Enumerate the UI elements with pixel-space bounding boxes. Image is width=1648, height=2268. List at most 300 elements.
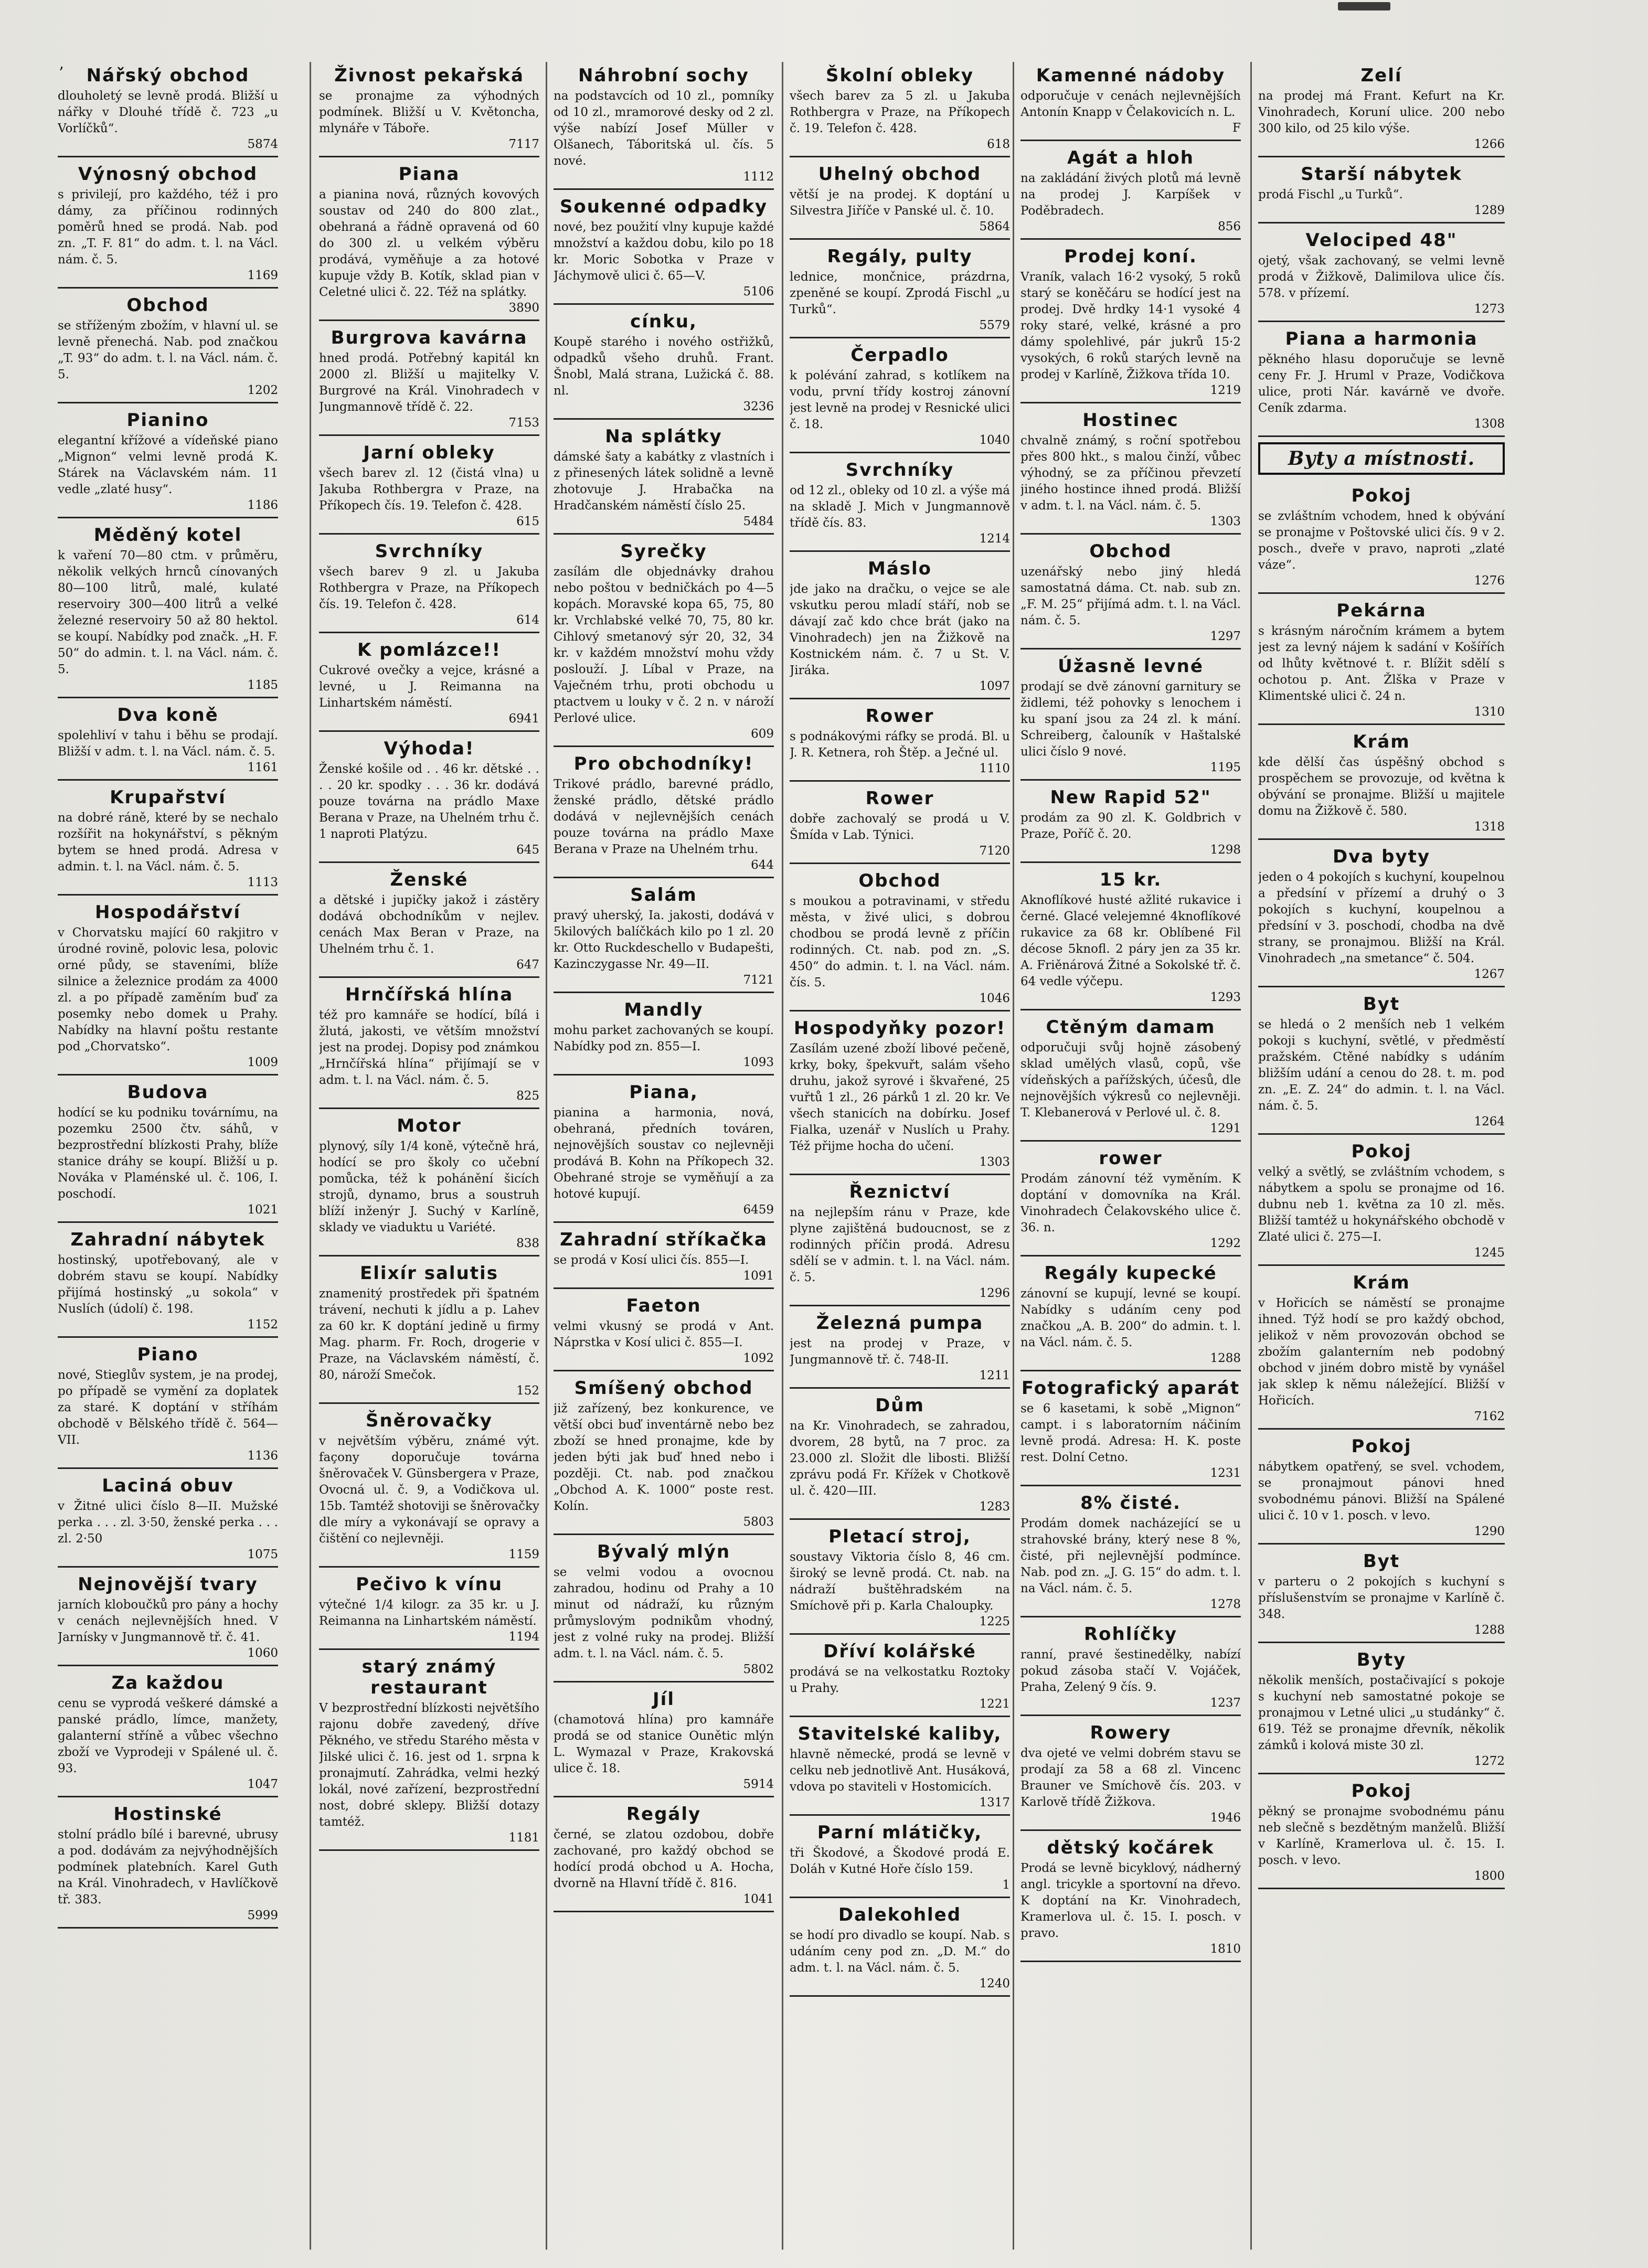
ad-text: prodají se dvě zánovní garnitury se židlemi, též pohovky s lenochem i ku spaní jsou za 24 zl. k mání. Schreiberg, čalouník v Haštalské ulici číslo 9 nové. (1020, 680, 1241, 759)
ad-headline: Byty (1356, 1649, 1407, 1670)
section-header-box: Byty a místnosti. (1258, 442, 1505, 475)
ad-number: 1297 (1210, 630, 1241, 643)
classified-ad (790, 1901, 1010, 1997)
classified-ad (554, 1538, 774, 1683)
ad-number: 7162 (1474, 1410, 1505, 1423)
ad-text: na podstavcích od 10 zl., pomníky od 10 zl., mramorové desky od 2 zl. výše nabízí Josef Müller v Olšanech, Táboritská ul. čís. 5 nové. (554, 89, 774, 168)
classified-ad (1020, 784, 1241, 863)
ad-text: Prodá se levně bicyklový, nádherný angl. tricykle a sportovní na dřevo. K doptání na Kr. Vinohradech, Kramerlova ul. č. 15. I. posch. v pravo. (1020, 1861, 1241, 1940)
classified-ad (554, 423, 774, 535)
classified-ad (58, 1226, 278, 1338)
ad-text: prodá Fischl „u Turků“. (1258, 188, 1403, 201)
ad-headline: Prodej koní. (1064, 246, 1197, 267)
ad-number: 1113 (247, 876, 278, 889)
classified-ad (790, 1178, 1010, 1306)
classified-ad (790, 785, 1010, 864)
ad-headline: Elixír salutis (360, 1263, 498, 1284)
classified-ad (1258, 728, 1505, 840)
ad-headline: Syrečky (620, 541, 707, 562)
ad-number: 1310 (1474, 705, 1505, 719)
printing-mark (1338, 2, 1390, 10)
classified-ad (1258, 161, 1505, 223)
ad-headline: Krám (1353, 731, 1410, 752)
ad-headline: Hostinec (1082, 410, 1179, 431)
column-rule (782, 62, 783, 2250)
ad-text: velký a světlý, se zvláštním vchodem, s nábytkem a spolu se pronajme od 16. dubnu neb 1. května za 10 zl. měs. Bližší tamtéž u hokynářského obchodě v Zlaté ulici č. 275—I. (1258, 1165, 1505, 1244)
ad-number: 825 (516, 1089, 539, 1103)
ad-text: ojetý, však zachovaný, se velmi levně prodá v Žižkově, Dalimilova ulice čís. 578. v přízemí. (1258, 254, 1505, 300)
ad-number: 5802 (743, 1663, 774, 1676)
ad-headline: Piana, (629, 1082, 698, 1103)
column-rule (546, 62, 547, 2250)
column-6 (1258, 62, 1505, 2250)
classified-ad (58, 1571, 278, 1666)
ad-text: hlavně německé, prodá se levně v celku neb jednotlivě Ant. Husáková, vdova po staviteli v Hostomicích. (790, 1748, 1010, 1794)
ad-text: od 12 zl., obleky od 10 zl. a výše má na skladě J. Mich v Jungmannově třídě čís. 83. (790, 484, 1010, 530)
classified-ad (790, 555, 1010, 699)
ad-headline: Pokoj (1351, 1436, 1412, 1457)
classified-ad (1258, 597, 1505, 725)
ad-number: 1237 (1210, 1696, 1241, 1710)
ad-number: 1219 (1210, 384, 1241, 397)
classified-ad (1258, 1269, 1505, 1430)
classified-ad (790, 342, 1010, 453)
ad-number: 1214 (979, 532, 1010, 546)
ad-text: se hodí pro divadlo se koupí. Nab. s udáním ceny pod zn. „D. M.“ do adm. t. l. na Václ. nám. č. 5. (790, 1929, 1010, 1975)
column-5 (1020, 62, 1241, 2250)
ad-headline: Byt (1363, 1551, 1400, 1572)
ad-headline: Hrnčířská hlína (345, 984, 514, 1005)
ad-number: 1009 (247, 1056, 278, 1069)
ad-text: již zařízený, bez konkurence, ve větší obci buď inventárně nebo bez zboží se hned pronajme, kde by jeden býti jak buď hned nebo i později. Ct. nab. pod značkou „Obchod A. K. 1000“ poste rest. Kolín. (554, 1402, 774, 1513)
ad-number: 1040 (979, 433, 1010, 447)
classified-ad (58, 161, 278, 289)
ad-headline: Parní mlátičky, (817, 1822, 983, 1843)
classified-ad (1020, 1014, 1241, 1142)
classified-ad (790, 1309, 1010, 1389)
ad-number: 1810 (1210, 1942, 1241, 1956)
classified-ad (1258, 1433, 1505, 1545)
ad-text: soustavy Viktoria číslo 8, 46 cm. široký se levně prodá. Ct. nab. na nádraží buštěhradském na Smíchově při p. Karla Chaloupky. (790, 1550, 1010, 1613)
ad-number: 1278 (1210, 1598, 1241, 1611)
classified-ad (319, 62, 539, 157)
ad-headline: Burgrova kavárna (331, 327, 528, 348)
ad-headline: Dříví kolářské (823, 1641, 976, 1662)
classified-ad (1020, 1489, 1241, 1617)
classified-ad (554, 750, 774, 878)
ad-headline: Ctěným damam (1046, 1017, 1216, 1038)
ad-number: 1296 (979, 1286, 1010, 1300)
ad-headline: Regály, pulty (827, 246, 973, 267)
column-rule (310, 62, 311, 2250)
ad-headline: Jíl (653, 1689, 675, 1710)
classified-ad (554, 1375, 774, 1535)
ad-text: velmi vkusný se prodá v Ant. Náprstka v Kosí ulici č. 855—I. (554, 1319, 774, 1349)
ad-text: znamenitý prostředek při špatném trávení, nechuti k jídlu a p. Lahev za 60 kr. K doptání jedině u firmy Mag. pharm. Fr. Roch, drogerie v Praze, na Václavském náměstí, č. 80, nároží Smečok. (319, 1287, 539, 1382)
classified-ad (58, 1669, 278, 1797)
classified-ad (1020, 1621, 1241, 1716)
ad-headline: Hospodyňky pozor! (793, 1018, 1006, 1039)
classified-ad (58, 1079, 278, 1223)
classified-ad (1020, 866, 1241, 1010)
ad-headline: Soukenné odpadky (559, 196, 768, 217)
ad-text: dva ojeté ve velmi dobrém stavu se prodají za 58 a 68 zl. Vincenc Brauner ve Smíchově čís. 203. v Karlově třídě Žižkova. (1020, 1747, 1241, 1809)
ad-number: 1 (1002, 1878, 1010, 1892)
classified-ad (1258, 1777, 1505, 1889)
ad-number: 1245 (1474, 1246, 1505, 1260)
ad-text: se hledá o 2 menších neb 1 velkém pokoji s kuchyní, světlé, v předměstí pražském. Ctěné nabídky s udáním bližším udání a cenou do 28. t. m. pod zn. „E. Z. 24“ do admin. t. l. na Václ. nám. č. 5. (1258, 1018, 1505, 1113)
classified-ad (1020, 1375, 1241, 1486)
classified-ad (790, 1392, 1010, 1520)
ad-number: 7153 (508, 416, 539, 430)
classified-ad (319, 439, 539, 535)
ad-text: několik menších, postačivající s pokoje s kuchyní neb samostatné pokoje se pronajmou v Letné ulici „u studánky“ č. 619. Též se pronajme dřevník, několik zámků i kolová miste 30 zl. (1258, 1674, 1505, 1752)
ad-number: 1273 (1474, 302, 1505, 316)
ad-headline: Regály (626, 1804, 701, 1825)
ad-headline: Starší nábytek (1301, 164, 1462, 185)
ad-number: 1046 (979, 992, 1010, 1005)
ad-text: k polévání zahrad, s kotlíkem na vodu, první třídy kostroj zánovní jest levně na prodej v Resnické ulici č. 18. (790, 369, 1010, 431)
ad-headline: Zahradní nábytek (70, 1229, 265, 1250)
ad-number: 1194 (508, 1630, 539, 1644)
ad-number: 1303 (979, 1155, 1010, 1169)
ad-text: prodává se na velkostatku Roztoky u Prahy. (790, 1665, 1010, 1695)
ad-number: 1288 (1210, 1351, 1241, 1365)
ad-text: v Žitné ulici číslo 8—II. Mužské perka . . . zl. 3·50, ženské perka . . . zl. 2·50 (58, 1499, 278, 1546)
ad-headline: Regály kupecké (1044, 1263, 1217, 1284)
column-2 (319, 62, 539, 2250)
ad-number: 152 (516, 1384, 539, 1398)
ad-headline: 8% čisté. (1080, 1493, 1181, 1514)
ad-text: jarních kloboučků pro pány a hochy v cenách nejlevnějších hned. V Jarnísky v Jungmannově tř. č. 41. (58, 1598, 278, 1644)
ad-headline: Obchod (1089, 541, 1172, 562)
classified-ad (1258, 62, 1505, 157)
classified-ad (1020, 653, 1241, 781)
classified-ad (1020, 407, 1241, 535)
ad-number: 1136 (247, 1449, 278, 1463)
classified-ad (1258, 482, 1505, 594)
ad-text: a dětské i jupičky jakož i zástěry dodává obchodníkům v nejlev. cenách Max Beran v Praze, na Uhelném trhu č. 1. (319, 893, 539, 956)
classified-ad (58, 1341, 278, 1469)
ad-headline: Fotografický aparát (1021, 1378, 1240, 1399)
ad-text: jest na prodej v Praze, v Jungmannově tř. č. 748-II. (790, 1337, 1010, 1367)
classified-ad (1020, 243, 1241, 403)
ad-text: Zasílám uzené zboží libové pečeně, krky, boky, špekvuřt, salám všeho druhu, jakož syrové i škvařené, 25 vuřtů 1 zl., 26 párků 1 zl. 20 kr. Ve všech stanicích na dobírku. Josef Fialka, uzenář v Nuslích u Prahy. Též přijme hocha do učení. (790, 1042, 1010, 1153)
ad-headline: Čerpadlo (850, 345, 949, 366)
ad-text: Ženské košile od . . 46 kr. dětské . . . . 20 kr. spodky . . . 36 kr. dodává pouze továrna na prádlo Maxe Berana v Praze, na Uhelném trhu č. 1 naproti Platýzu. (319, 762, 539, 841)
classified-ad (58, 407, 278, 518)
ad-text: v Chorvatsku mající 60 rakjitro v úrodné rovině, polovic lesa, polovic orné půdy, se staveními, blíže silnice a železnice prodám za 4000 zl. a po případě zaměním buď za posemky nebo domek u Prahy. Nabídky na hlavní poštu restante pod „Chorvatsko“. (58, 926, 278, 1053)
ad-number: 1047 (247, 1777, 278, 1791)
classified-ad (1258, 325, 1505, 437)
ad-number: 1946 (1210, 1811, 1241, 1825)
classified-ad (790, 1015, 1010, 1175)
ad-headline: Stavitelské kaliby, (798, 1723, 1002, 1744)
ad-number: 5914 (743, 1777, 774, 1791)
ad-text: Cukrové ovečky a vejce, krásné a levné, u J. Reimanna na Linhartském náměstí. (319, 664, 539, 710)
ad-text: dlouholetý se levně prodá. Bližší u nářky v Dlouhé třídě č. 723 „u Vorlíčků“. (58, 89, 278, 135)
ad-text: se prodá v Kosí ulici čís. 855—I. (554, 1253, 749, 1267)
classified-ad (319, 636, 539, 732)
ad-number: 1288 (1474, 1623, 1505, 1637)
ad-headline: Železná pumpa (816, 1313, 984, 1334)
ad-number: 5579 (979, 318, 1010, 332)
ad-number: 1110 (979, 762, 1010, 775)
ad-number: 838 (516, 1237, 539, 1250)
ad-headline: Šněrovačky (366, 1410, 493, 1431)
ad-headline: Za každou (111, 1673, 225, 1694)
classified-ad (1258, 991, 1505, 1135)
ad-text: se pronajme za výhodných podmínek. Bližší u V. Květoncha, mlynáře v Táboře. (319, 89, 539, 135)
ad-number: 3236 (743, 400, 774, 413)
classified-ad (790, 161, 1010, 240)
classified-ad (790, 1638, 1010, 1717)
ad-number: 1221 (979, 1697, 1010, 1711)
ad-text: černé, se zlatou ozdobou, dobře zachované, pro každý obchod se hodící prodá obchod u A. Hocha, dvorně na Hlavní třídě č. 816. (554, 1828, 774, 1890)
ad-number: 1092 (743, 1351, 774, 1365)
ad-number: 1186 (247, 498, 278, 512)
ad-number: 1291 (1210, 1122, 1241, 1135)
ad-headline: K pomlázce!! (357, 640, 501, 661)
ad-headline: Jarní obleky (363, 442, 495, 463)
ad-headline: Na splátky (605, 426, 722, 447)
classified-ad (790, 702, 1010, 782)
ad-text: nábytkem opatřený, se svel. vchodem, se pronajmout pánovi hned svobodnému pánovi. Bližší na Spálené ulici č. 10 v 1. posch. v levo. (1258, 1460, 1505, 1522)
ad-number: 5803 (743, 1515, 774, 1529)
ad-text: dámské šaty a kabátky z vlastních i z přinesených látek solidně a levně zhotovuje J. Hrabačka na Hradčanském náměstí číslo 25. (554, 450, 774, 513)
ad-text: k vaření 70—80 ctm. v průměru, několik velkých hrnců cínovaných 80—100 litrů, malé, kulaté reservoiry 300—400 litrů a velké železné reservoiry 50 až 80 hektol. se koupí. Nabídky pod značk. „H. F. 50“ do admin. t. l. na Václ. nám. č. 5. (58, 549, 278, 676)
classified-ad (319, 161, 539, 321)
ad-number: 7121 (743, 973, 774, 987)
ad-text: mohu parket zachovaných se koupí. Nabídky pod zn. 855—I. (554, 1024, 774, 1053)
classified-ad (58, 701, 278, 781)
ad-number: 1292 (1210, 1237, 1241, 1250)
ad-headline: Živnost pekařská (334, 65, 524, 86)
ad-number: 1169 (247, 269, 278, 282)
classified-ad (554, 538, 774, 747)
ad-headline: Měděný kotel (93, 525, 242, 546)
ad-text: spolehliví v tahu i běhu se prodají. Bližší v adm. t. l. na Václ. nám. č. 5. (58, 729, 278, 759)
ad-headline: Výhoda! (384, 738, 475, 759)
ad-headline: Hospodářství (94, 902, 241, 923)
ad-text: na zakládání živých plotů má levně na prodej J. Karpíšek v Poděbradech. (1020, 172, 1241, 218)
ad-number: 1097 (979, 679, 1010, 693)
ad-headline: Nářský obchod (86, 65, 250, 86)
ad-number: 1075 (247, 1548, 278, 1561)
ad-headline: Náhrobní sochy (578, 65, 749, 86)
ad-number: 1240 (979, 1977, 1010, 1990)
ad-text: pěkný se pronajme svobodnému pánu neb slečně s bezdětným manželů. Bližší v Karlíně, Kramerlova ul. č. 15. I. posch. v levo. (1258, 1805, 1505, 1867)
ad-headline: Rower (865, 788, 934, 809)
ad-text: cenu se vyprodá veškeré dámské a panské prádlo, límce, manžety, galanterní stříně a vůbec všechno zboží ve Vyprodeji v Spálené ul. č. 93. (58, 1697, 278, 1775)
ad-text: prodám za 90 zl. K. Goldbrich v Praze, Poříč č. 20. (1020, 811, 1241, 841)
ad-headline: 15 kr. (1099, 869, 1162, 890)
classified-ad (1020, 62, 1241, 141)
classified-ad (58, 784, 278, 896)
classified-ad (319, 1571, 539, 1650)
ad-number: 6459 (743, 1203, 774, 1217)
ad-headline: Smíšený obchod (574, 1378, 753, 1399)
classified-ad (790, 1523, 1010, 1635)
column-3 (554, 62, 774, 2250)
ad-text: všech barev 9 zl. u Jakuba Rothbergra v Praze, na Příkopech čís. 19. Telefon č. 428. (319, 565, 539, 611)
ad-text: Prodám zánovní též vyměním. K doptání v domovníka na Král. Vinohradech Čelakovského ulice č. 36. n. (1020, 1172, 1241, 1234)
ad-text: odporučuje v cenách nejlevnějších Antonín Knapp v Čelakovicích n. L. (1020, 89, 1241, 119)
classified-ad (319, 981, 539, 1109)
ad-headline: Dalekohled (838, 1904, 962, 1925)
ad-number: 1021 (247, 1203, 278, 1217)
ad-text: se velmi vodou a ovocnou zahradou, hodinu od Prahy a 10 minut od nádraží, ku různým průmyslovým podnikům vhodný, jest z volné ruky na prodej. Bližší adm. t. l. na Václ. nám. č. 5. (554, 1566, 774, 1660)
classified-ad (790, 1720, 1010, 1816)
classified-ad (790, 1819, 1010, 1898)
ad-number: 609 (751, 727, 774, 741)
ad-text: Vraník, valach 16·2 vysoký, 5 roků starý se koněčáru se hodící jest na prodej. Dvě hrdky 14·1 vysoké 4 roky staré, velké, krásné a pro dámy spolehlivé, pár jukrů 15·2 vysokých, 6 roků starých levně na prodej v Karlíně, Žižkova třída 10. (1020, 270, 1241, 381)
ad-number: 1211 (979, 1369, 1010, 1382)
ad-number: 1276 (1474, 574, 1505, 588)
ad-headline: Piano (137, 1344, 199, 1365)
classified-ad (1020, 538, 1241, 649)
ad-text: všech barev za 5 zl. u Jakuba Rothbergra v Praze, na Příkopech č. 19. Telefon č. 428. (790, 89, 1010, 135)
ad-headline: Laciná obuv (102, 1475, 234, 1496)
ad-number: 1159 (508, 1548, 539, 1561)
ad-text: ranní, pravé šestinedělky, nabízí pokud zásoba stačí V. Vojáček, Praha, Zelený 9 čís. 9. (1020, 1648, 1241, 1694)
ad-headline: Pletací stroj, (828, 1526, 971, 1547)
ad-headline: Pianino (126, 410, 209, 431)
column-1 (58, 62, 278, 2250)
classified-ad (58, 62, 278, 157)
ad-headline: Salám (630, 885, 697, 906)
classified-ad (319, 538, 539, 633)
ad-headline: cínku, (630, 311, 697, 332)
classified-ad (58, 521, 278, 698)
classified-ad (790, 62, 1010, 157)
ad-text: pravý uherský, Ia. jakosti, dodává v 5kilových balíčkách kilo po 1 zl. 20 kr. Otto Ruckdeschello v Budapešti, Kazinczygasse Nr. 49—II. (554, 909, 774, 971)
ad-headline: Mandly (624, 999, 704, 1020)
ad-text: V bezprostřední blízkosti největšího rajonu dobře zavedený, dříve Pěkného, ve středu Starého města v Jilské ulici č. 16. jest od 1. srpna k pronajmutí. Zahrádka, velmi hezký lokál, nové zařízení, bezprostřední nost, dobré sklepy. Bližší dotazy tamtéž. (319, 1701, 539, 1829)
ad-text: větší je na prodej. K doptání u Silvestra Jiříče v Panské ul. č. 10. (790, 188, 1010, 218)
ad-number: 1231 (1210, 1466, 1241, 1480)
ad-text: Aknoflíkové husté ažlité rukavice i černé. Glacé velejemné 4knoflíkové rukavice za 68 kr. Oblíbené Fil décose 5knofl. 2 páry jen za 35 kr. A. Friěnárová Žitné a Sokolské tř. č. 64 vedle výčepu. (1020, 893, 1241, 988)
ad-headline: Velociped 48" (1305, 230, 1458, 251)
ad-number: 856 (1218, 220, 1241, 233)
ad-headline: Hostinské (113, 1804, 222, 1825)
classified-ad (319, 866, 539, 978)
ad-number: 1225 (979, 1615, 1010, 1628)
ad-headline: Zelí (1360, 65, 1402, 86)
classified-ad (58, 1801, 278, 1929)
classified-ad (319, 1112, 539, 1257)
ad-headline: Rowery (1090, 1722, 1172, 1743)
ad-text: v největším výběru, známé výt. façony doporučuje továrna šněrovaček V. Günsbergera v Praze, Ovocná ul. č. 9, a Vodičkova ul. 15b. Tamtéž shotoviji se šněrovačky dle míry a vykonávají se opravy a čištění co nejlevněji. (319, 1434, 539, 1546)
ad-number: 6941 (508, 712, 539, 726)
ad-text: plynový, síly 1/4 koně, výtečně hrá, hodící se pro školy co učební pomůcka, též k pohánění šicích strojů, dynamo, brus a soustruh blíží inženýr J. Suchý v Karlíně, sklady ve viaduktu u Variété. (319, 1140, 539, 1234)
ad-text: se zvláštním vchodem, hned k obývání se pronajme v Poštovské ulici čís. 9 v 2. posch., dveře v pravo, naproti „zlaté váze“. (1258, 509, 1505, 572)
print-dot: ’ (59, 64, 64, 82)
ad-headline: Bývalý mlýn (597, 1541, 731, 1562)
classified-ad (554, 881, 774, 993)
classified-ad (790, 243, 1010, 338)
ad-headline: Úžasně levné (1058, 656, 1204, 677)
classified-ad (58, 899, 278, 1076)
ad-headline: Pro obchodníky! (573, 753, 754, 774)
ad-headline: starý známý restaurant (362, 1656, 497, 1698)
classified-ad (790, 456, 1010, 552)
ad-text: se stříženým zbožím, v hlavní ul. se levně přenechá. Nab. pod značkou „T. 93“ do adm. t. l. na Václ. nám. č. 5. (58, 319, 278, 381)
ad-headline: rower (1099, 1148, 1163, 1169)
ad-text: uzenářský nebo jiný hledá samostatná dáma. Ct. nab. sub zn. „F. M. 25“ přijímá adm. t. l. na Václ. nám. č. 5. (1020, 565, 1241, 627)
ad-number: 1152 (247, 1318, 278, 1332)
ad-number: 7120 (979, 844, 1010, 858)
ad-headline: Kamenné nádoby (1036, 65, 1226, 86)
ad-text: Koupě starého i nového ostřižků, odpadků všeho druhů. Frant. Šnobl, Malá strana, Lužická č. 88. nl. (554, 335, 774, 398)
ad-text: jeden o 4 pokojích s kuchyní, koupelnou a předsíní v přízemí a druhý o 3 pokojích s kuchyní, koupelnou a předsíní v 3. poschodí, chodba na dvě strany, se pronajmou. Bližší na Král. Vinohradech „na smetance“ č. 504. (1258, 870, 1505, 965)
classified-ad (554, 1079, 774, 1223)
ad-number: 647 (516, 958, 539, 972)
ad-headline: Uhelný obchod (818, 164, 982, 185)
classified-ad (58, 1472, 278, 1568)
ad-text: s privilejí, pro každého, též i pro dámy, za příčinou rodinných poměrů hned se prodá. Nab. pod zn. „T. F. 81“ do adm. t. l. na Václ. nám. č. 5. (58, 188, 278, 267)
classified-ad (554, 193, 774, 305)
ad-headline: Piana (398, 164, 460, 185)
ad-text: odporučuji svůj hojně zásobený sklad umělých vlasů, copů, vše vídeňských a pařížských, účesů, dle nejnovějších výkresů co nejlevněji. T. Klebanerová v Perlové ul. č. 8. (1020, 1041, 1241, 1120)
ad-headline: New Rapid 52" (1050, 787, 1211, 808)
ad-headline: Krupařství (110, 787, 226, 808)
ad-number: 618 (987, 137, 1010, 151)
classified-ad (1020, 1719, 1241, 1831)
ad-headline: Dům (875, 1395, 924, 1416)
ad-number: 1290 (1474, 1525, 1505, 1538)
ad-headline: Rohlíčky (1084, 1624, 1177, 1645)
classified-ad (554, 996, 774, 1076)
ad-headline: Nejnovější tvary (78, 1574, 258, 1595)
ad-number: 1298 (1210, 843, 1241, 857)
classified-ad (790, 867, 1010, 1011)
ad-text: tři Škodové, a Škodové prodá E. Doláh v Kutné Hoře číslo 159. (790, 1846, 1010, 1876)
ad-text: chvalně známý, s roční spotřebou přes 800 hkt., s malou činží, vůbec výhodný, se za příčinou převzetí jiného hostince ihned prodá. Bližší v adm. t. l. na Václ. nám. č. 5. (1020, 434, 1241, 513)
ad-number: F (1232, 121, 1241, 135)
ad-text: hostinský, upotřebovaný, ale v dobrém stavu se koupí. Nabídky přijímá hostinský „u sokola“ v Nuslích (údolí) č. 198. (58, 1253, 278, 1316)
ad-text: na Kr. Vinohradech, se zahradou, dvorem, 28 bytů, na 7 proc. za 23.000 zl. Složit dle libosti. Bližší zprávu podá Fr. Křížek v Chotkově ul. č. 420—III. (790, 1419, 1010, 1498)
ad-headline: Agát a hloh (1067, 147, 1194, 168)
ad-headline: Pekárna (1336, 600, 1427, 621)
ad-text: pěkného hlasu doporučuje se levně ceny Fr. J. Hruml v Praze, Vodičkova ulice, proti Nár. kavárně ve dvoře. Ceník zdarma. (1258, 353, 1505, 415)
classified-ad (319, 324, 539, 436)
ad-headline: Obchod (858, 870, 941, 891)
ad-number: 1800 (1474, 1869, 1505, 1883)
ad-number: 1093 (743, 1056, 774, 1069)
ad-text: s podnákovými ráfky se prodá. Bl. u J. R. Ketnera, roh Štěp. a Ječné ul. (790, 730, 1010, 760)
ad-number: 1317 (979, 1796, 1010, 1809)
ad-text: zasílám dle objednávky drahou nebo poštou v bedničkách po 4—5 kopách. Moravské kopa 65, 75, 80 kr. Vrchlabské velké 70, 75, 80 kr. Cihlový smetanový sýr 20, 32, 34 kr. v každém množství mohu vždy poslouží. J. Líbal v Praze, na Vaječném trhu, proti obchodu u ptactvem u louky v č. 2 n. v nároží Perlové ulice. (554, 565, 774, 725)
ad-headline: Řeznictví (849, 1181, 951, 1202)
classified-ad (554, 1292, 774, 1371)
ad-number: 1264 (1474, 1115, 1505, 1128)
ad-text: v parteru o 2 pokojích s kuchyní s příslušenstvím se pronajme v Karlíně č. 348. (1258, 1575, 1505, 1621)
ad-number: 1266 (1474, 137, 1505, 151)
ad-number: 5999 (247, 1909, 278, 1922)
ad-headline: Budova (127, 1082, 209, 1103)
classified-ad (319, 1260, 539, 1404)
ad-number: 1041 (743, 1892, 774, 1906)
ad-number: 1060 (247, 1646, 278, 1660)
ad-headline: Faeton (626, 1295, 701, 1316)
classified-ad (554, 1226, 774, 1289)
ad-headline: Pokoj (1351, 1781, 1412, 1802)
ad-text: výtečné 1/4 kilogr. za 35 kr. u J. Reimanna na Linhartském náměstí. (319, 1598, 539, 1628)
ad-number: 1161 (247, 761, 278, 774)
ad-text: nové, bez použití vlny kupuje každé množství a každou dobu, kilo po 18 kr. Moric Sobotka v Praze v Jáchymově ulici č. 65—V. (554, 220, 774, 283)
column-rule (1250, 62, 1252, 2250)
